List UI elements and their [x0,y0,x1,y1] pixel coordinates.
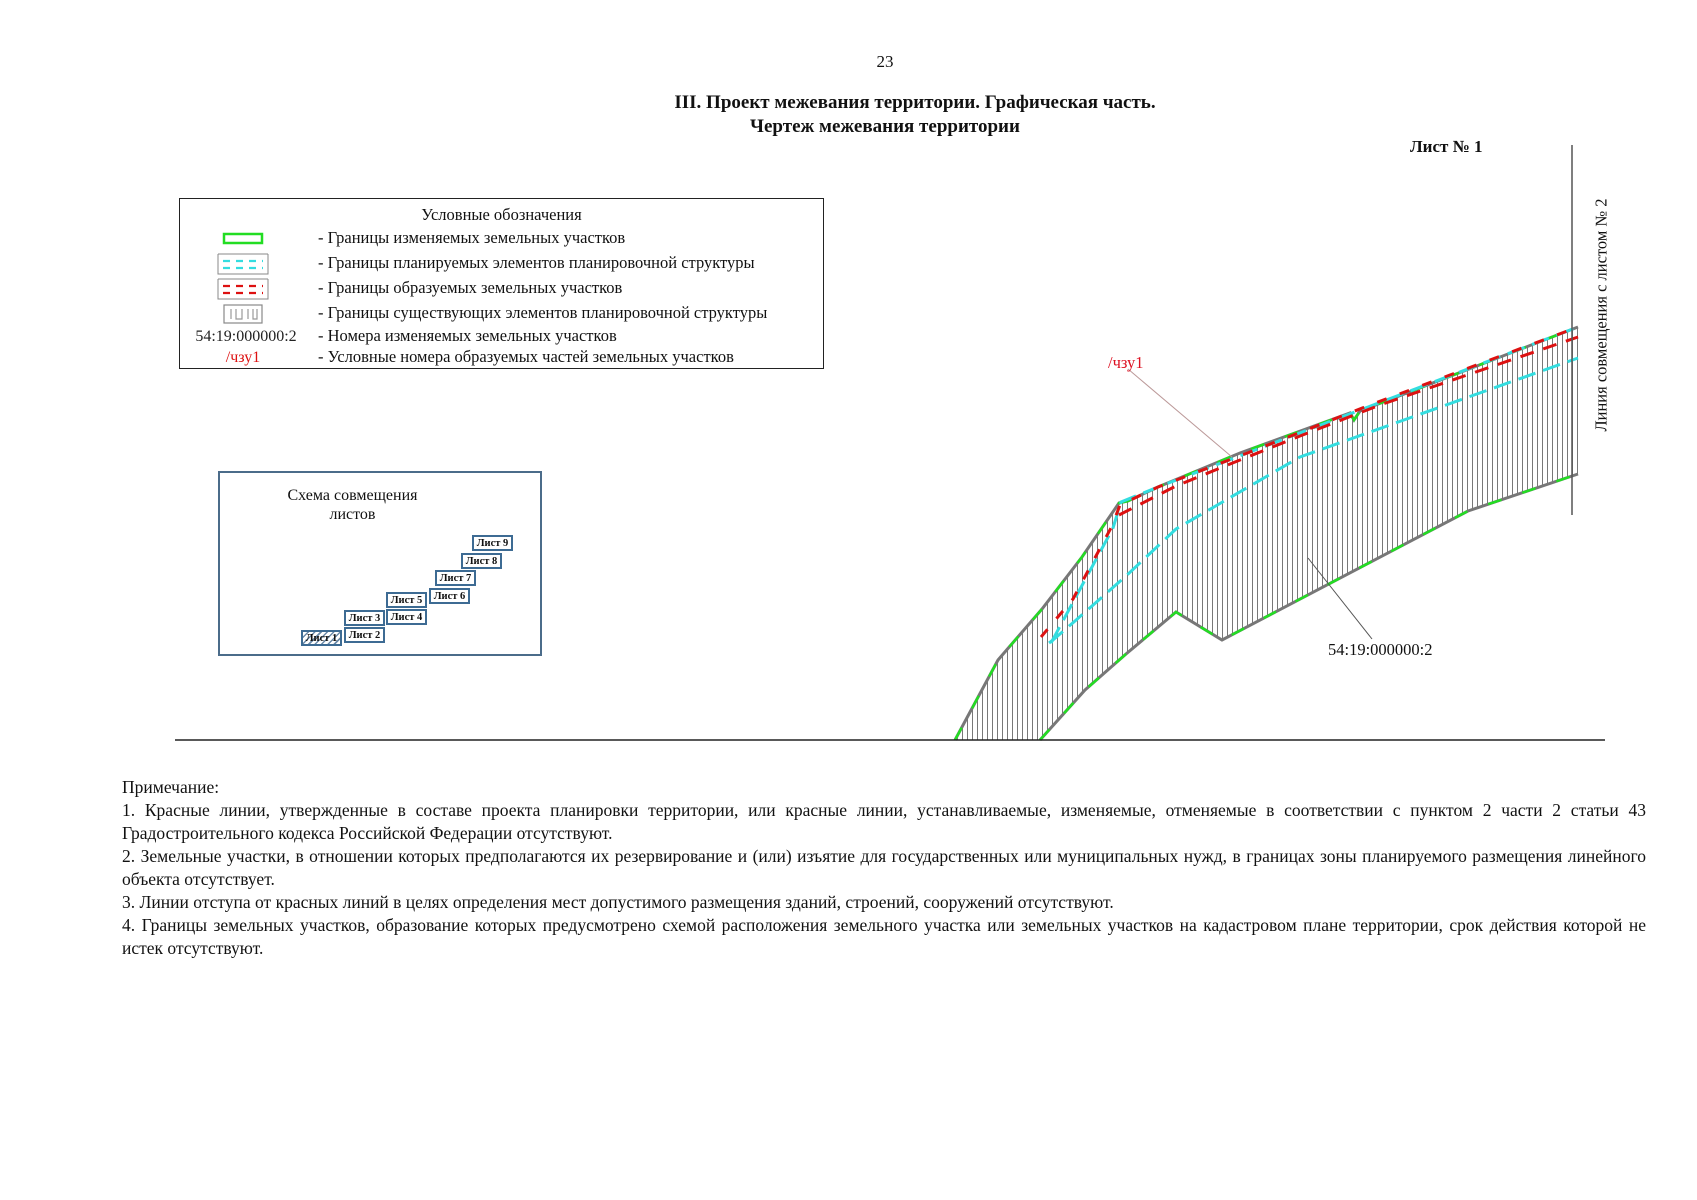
legend-text: - Границы образуемых земельных участков [318,278,623,297]
sheet-junction-label: Линия совмещения с листом № 2 [1592,198,1612,432]
parcel-hatched-area [955,327,1578,740]
sheet-box-3: Лист 3 [344,610,385,626]
parcel-number-label: 54:19:000000:2 [1328,640,1433,659]
scheme-title: Схема совмещения листов [287,487,418,523]
sheet-box-8: Лист 8 [461,553,502,569]
legend-heading: Условные обозначения [421,205,582,224]
sheet-box-2: Лист 2 [344,627,385,643]
legend-text: - Границы изменяемых земельных участков [318,228,626,247]
part-number-label: /чзу1 [1108,353,1144,372]
legend-text: - Условные номера образуемых частей земельных участков [318,347,734,366]
legend-text: - Номера изменяемых земельных участков [318,326,617,345]
sheet-box-5: Лист 5 [386,592,427,608]
sheet-label: Лист № 1 [1410,137,1483,156]
part-label-leader [1128,369,1232,457]
legend-text: - Границы планируемых элементов планировочной структуры [318,253,755,272]
part-number-sample: /чзу1 [225,349,261,366]
note-item: 1. Красные линии, утвержденные в составе проекта планировки территории, или красные линии, устанавливаемые, изменяемые, отменяемые в соответствии с пунктом 2 части 2 статьи 43 Градостроительного кодекса Российской Федерации отсутствуют. [122,800,1646,843]
note-item: 3. Линии отступа от красных линий в целях определения мест допустимого размещения зданий, строений, сооружений отсутствуют. [122,892,1114,912]
legend-text: - Границы существующих элементов планировочной структуры [318,303,768,322]
parcel-number-sample: 54:19:000000:2 [195,328,297,345]
notes-section [122,776,1646,960]
sheet-box-9: Лист 9 [472,535,513,551]
sheet-box-4: Лист 4 [386,609,427,625]
note-item: 2. Земельные участки, в отношении которых предполагаются их резервирование и (или) изъятие для государственных или муниципальных нужд, в границах зоны планируемого размещения линейного объекта отсутствует. [122,846,1646,889]
notes-heading: Примечание: [122,777,220,797]
page-number: 23 [876,52,894,71]
page-subtitle: Чертеж межевания территории [750,116,1020,137]
note-item: 4. Границы земельных участков, образование которых предусмотрено схемой расположения земельного участка или земельных участков на кадастровом плане территории, срок действия которой не истек отсутствуют. [122,915,1646,958]
page-title: III. Проект межевания территории. Графическая часть. [674,92,1156,113]
sheet-box-6: Лист 6 [429,588,470,604]
sheet-box-1: Лист 1 [301,630,342,646]
sheet-box-7: Лист 7 [435,570,476,586]
